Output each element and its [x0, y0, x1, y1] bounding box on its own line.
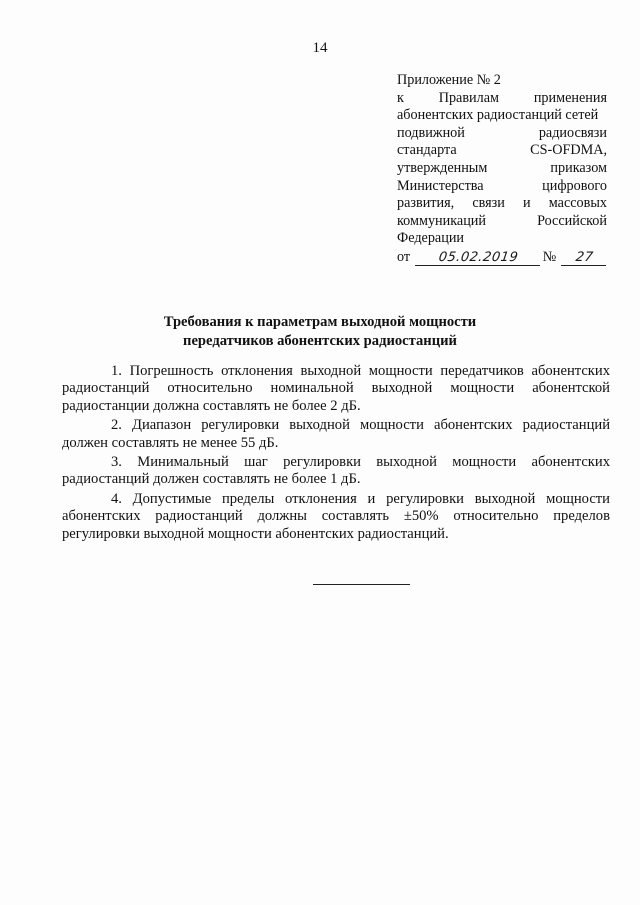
- appendix-line: [397, 107, 607, 125]
- appendix-word: радиосвязи: [538, 124, 607, 141]
- appendix-line: [397, 142, 607, 160]
- requirement-item: 4. Допустимые пределы отклонения и регулировки выходной мощности абонентских радиостанций должны составлять ±50% относительно пределов регулировки выходной мощности абонентских радиостанций.: [62, 490, 610, 542]
- appendix-word: связи: [472, 195, 505, 212]
- date-prefix: от: [397, 248, 411, 265]
- handwritten-date: 05.02.2019: [415, 251, 542, 266]
- document-heading: [0, 313, 640, 351]
- appendix-word: утвержденным: [397, 159, 488, 176]
- appendix-line: [397, 125, 607, 143]
- requirement-item: 1. Погрешность отклонения выходной мощности передатчиков абонентских радиостанций относительно номинальной выходной мощности абонентской радиостанции должна составлять не более 2 дБ.: [62, 363, 610, 414]
- appendix-word: развития,: [397, 195, 455, 212]
- requirements-list: [62, 363, 610, 545]
- appendix-line: [397, 160, 607, 178]
- handwritten-number: 27: [561, 251, 608, 266]
- requirement-item: 3. Минимальный шаг регулировки выходной мощности абонентских радиостанций должен составлять не более 1 дБ.: [62, 454, 610, 488]
- appendix-word: и: [523, 195, 531, 212]
- appendix-line: [397, 213, 607, 231]
- number-label: №: [542, 248, 557, 265]
- appendix-word: CS-OFDMA,: [530, 142, 607, 159]
- appendix-word: стандарта: [397, 142, 457, 159]
- appendix-line: [397, 230, 607, 248]
- heading-line: Требования к параметрам выходной мощности: [163, 314, 477, 330]
- appendix-word: Правилам: [438, 89, 500, 106]
- appendix-word: цифрового: [542, 177, 607, 194]
- heading-line: передатчиков абонентских радиостанций: [183, 333, 457, 349]
- appendix-word: абонентских радиостанций сетей: [397, 107, 599, 124]
- appendix-title: Приложение № 2: [397, 72, 501, 88]
- order-date-line: [397, 249, 607, 267]
- appendix-word: приказом: [550, 159, 607, 176]
- appendix-word: Федерации: [397, 230, 465, 247]
- closing-divider: [313, 584, 410, 585]
- appendix-word: Министерства: [397, 177, 484, 194]
- appendix-word: коммуникаций: [397, 212, 486, 229]
- appendix-word: к: [397, 89, 404, 106]
- appendix-word: применения: [533, 89, 607, 106]
- appendix-word: подвижной: [397, 124, 465, 141]
- appendix-line: [397, 90, 607, 108]
- appendix-block: [397, 72, 607, 267]
- appendix-word: массовых: [548, 195, 607, 212]
- appendix-line: [397, 195, 607, 213]
- appendix-word: Российской: [537, 212, 607, 229]
- page-number: 14: [312, 40, 328, 56]
- requirement-item: 2. Диапазон регулировки выходной мощности абонентских радиостанций должен составлять не менее 55 дБ.: [62, 417, 610, 451]
- appendix-line: [397, 178, 607, 196]
